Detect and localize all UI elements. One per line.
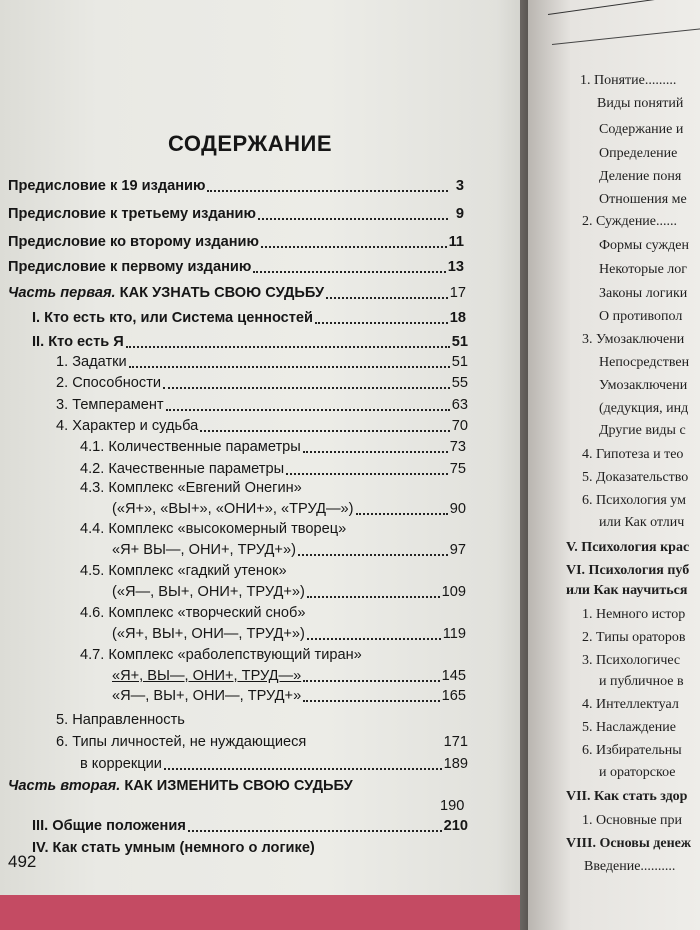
toc-entry: в коррекции 189 bbox=[80, 756, 468, 772]
page-title: СОДЕРЖАНИЕ bbox=[168, 131, 333, 156]
right-page-line: 2. Типы ораторов bbox=[582, 630, 686, 645]
right-page-line: 1. Основные при bbox=[582, 813, 683, 828]
toc-entry: 4.1. Количественные параметры 73 bbox=[80, 439, 466, 455]
toc-entry-line: 4.3. Комплекс «Евгений Онегин» bbox=[80, 480, 302, 496]
right-page-line: 3. Умозаключени bbox=[582, 332, 685, 347]
right-page-line: Виды понятий bbox=[597, 96, 684, 111]
right-page-line: Некоторые лог bbox=[599, 262, 688, 277]
right-page-line: VII. Как стать здор bbox=[566, 789, 688, 804]
toc-entry: «Я+ ВЫ—, ОНИ+, ТРУД+») 97 bbox=[112, 542, 466, 558]
right-page-line: Законы логики bbox=[599, 286, 688, 301]
right-page-line: 4. Интеллектуал bbox=[582, 697, 679, 712]
right-page-line: VI. Психология пуб bbox=[566, 563, 690, 578]
right-page-line: Умозаключени bbox=[599, 378, 688, 393]
toc-entry: («Я+», «ВЫ+», «ОНИ+», «ТРУД—») 90 bbox=[112, 501, 466, 517]
right-page-line: О противопол bbox=[599, 309, 683, 324]
book-cover-edge bbox=[0, 895, 545, 930]
right-page-line: Непосредствен bbox=[599, 355, 690, 370]
toc-part-heading: Часть первая. КАК УЗНАТЬ СВОЮ СУДЬБУ 17 bbox=[8, 285, 466, 301]
toc-entry: «Я+, ВЫ—, ОНИ+, ТРУД—» 145 bbox=[112, 668, 466, 684]
toc-entry-page: 190 bbox=[440, 798, 465, 814]
right-page-line: 1. Немного истор bbox=[582, 607, 686, 622]
toc-entry: 2. Способности 55 bbox=[56, 375, 468, 391]
toc-entry: Предисловие к 19 изданию 3 bbox=[8, 178, 464, 194]
toc-part-heading: Часть вторая. КАК ИЗМЕНИТЬ СВОЮ СУДЬБУ bbox=[8, 778, 353, 794]
toc-entry: Предисловие к первому изданию 13 bbox=[8, 259, 464, 275]
toc-entry: 3. Темперамент 63 bbox=[56, 397, 468, 413]
right-page-line: 6. Избирательны bbox=[582, 743, 682, 758]
toc-entry: 5. Направленность bbox=[56, 712, 185, 728]
toc-entry: («Я—, ВЫ+, ОНИ+, ТРУД+») 109 bbox=[112, 584, 466, 600]
toc-entry-line: 4.4. Комплекс «высокомерный творец» bbox=[80, 521, 347, 537]
right-page-line: и ораторское bbox=[599, 765, 676, 780]
right-page-line: 5. Наслаждение bbox=[582, 720, 676, 735]
toc-entry: («Я+, ВЫ+, ОНИ—, ТРУД+») 119 bbox=[112, 626, 466, 642]
right-page-line: (дедукция, инд bbox=[599, 401, 689, 416]
right-page-line: 5. Доказательство bbox=[582, 470, 689, 485]
right-page-line: 3. Психологичес bbox=[582, 653, 681, 668]
right-page-line: Содержание и bbox=[599, 122, 684, 137]
toc-entry-line: 6. Типы личностей, не нуждающиеся bbox=[56, 734, 307, 750]
page-number: 492 bbox=[8, 852, 37, 871]
right-page-line: Формы сужден bbox=[599, 238, 689, 253]
right-page-line: 6. Психология ум bbox=[582, 493, 686, 508]
toc-entry: II. Кто есть Я 51 bbox=[32, 334, 468, 350]
right-page-line: 4. Гипотеза и тео bbox=[582, 447, 684, 462]
right-page-line: или Как научиться bbox=[566, 583, 688, 598]
toc-entry: I. Кто есть кто, или Система ценностей 18 bbox=[32, 310, 466, 326]
toc-entry-line: 4.6. Комплекс «творческий сноб» bbox=[80, 605, 306, 621]
right-page-line: и публичное в bbox=[599, 674, 684, 689]
toc-entry-line: 4.7. Комплекс «раболепствующий тиран» bbox=[80, 647, 362, 663]
right-page-line: Другие виды с bbox=[599, 423, 686, 438]
toc-entry: III. Общие положения 210 bbox=[32, 818, 468, 834]
right-page-line: 2. Суждение...... bbox=[582, 214, 678, 229]
toc-entry-page: 171 bbox=[443, 734, 468, 750]
toc-entry: «Я—, ВЫ+, ОНИ—, ТРУД+» 165 bbox=[112, 688, 466, 704]
toc-entry: Предисловие к третьему изданию 9 bbox=[8, 206, 464, 222]
toc-entry: 4. Характер и судьба 70 bbox=[56, 418, 468, 434]
toc-entry: IV. Как стать умным (немного о логике) bbox=[32, 840, 315, 856]
right-page-line: Деление поня bbox=[599, 169, 682, 184]
right-page-line: Определение bbox=[599, 146, 678, 161]
toc-entry: Предисловие ко второму изданию 11 bbox=[8, 234, 464, 250]
toc-entry: 1. Задатки 51 bbox=[56, 354, 468, 370]
toc-entry-line: 4.5. Комплекс «гадкий утенок» bbox=[80, 563, 287, 579]
right-page-line: Отношения ме bbox=[599, 192, 687, 207]
right-page-line: VIII. Основы денеж bbox=[566, 836, 691, 851]
toc-entry: 4.2. Качественные параметры 75 bbox=[80, 461, 466, 477]
right-page-line: 1. Понятие......... bbox=[580, 73, 677, 88]
right-page-line: V. Психология крас bbox=[566, 540, 690, 555]
right-page-line: или Как отлич bbox=[599, 515, 685, 530]
right-page-line: Введение.......... bbox=[584, 859, 676, 874]
